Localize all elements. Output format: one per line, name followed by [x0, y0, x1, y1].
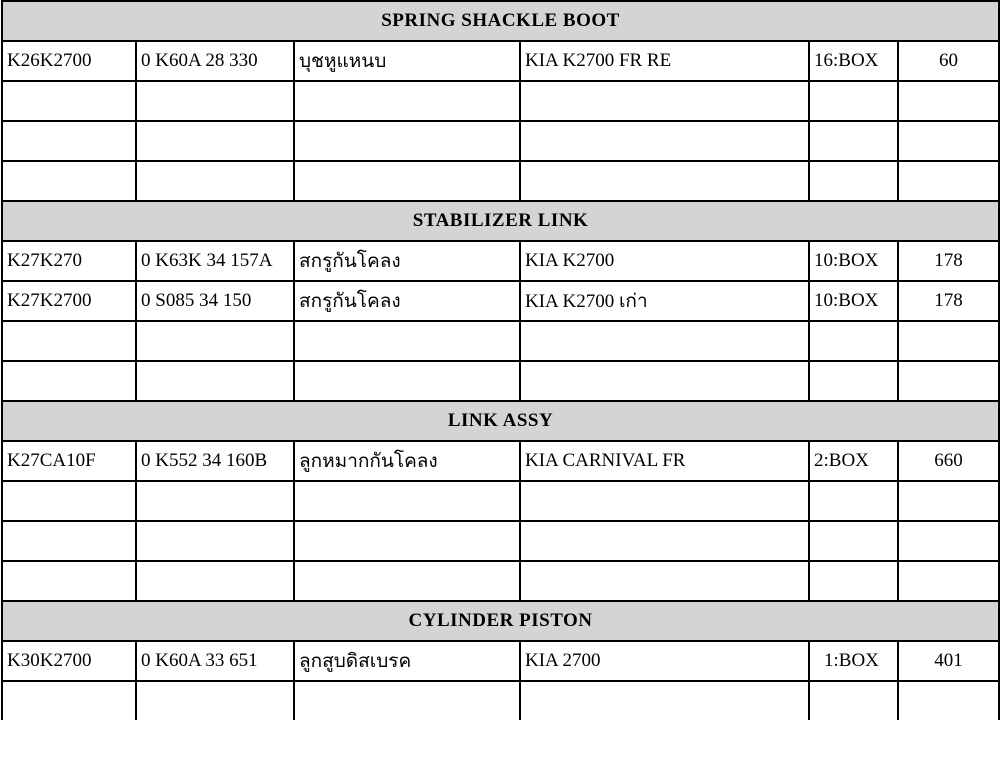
section-title: STABILIZER LINK — [2, 201, 999, 241]
empty-row — [2, 121, 999, 161]
table-row — [2, 281, 999, 321]
price: 60 — [898, 41, 999, 81]
item-code: K26K2700 — [2, 41, 136, 81]
empty-row — [2, 161, 999, 201]
item-code: K27K270 — [2, 241, 136, 281]
section-header — [2, 601, 999, 641]
part-number: 0 K63K 34 157A — [136, 241, 294, 281]
empty-row — [2, 481, 999, 521]
vehicle-model: KIA CARNIVAL FR — [520, 441, 809, 481]
price: 401 — [898, 641, 999, 681]
empty-row — [2, 681, 999, 720]
empty-row — [2, 521, 999, 561]
description: สกรูกันโคลง — [294, 281, 520, 321]
part-number: 0 K60A 28 330 — [136, 41, 294, 81]
pack-qty: 2:BOX — [809, 441, 898, 481]
vehicle-model: KIA K2700 — [520, 241, 809, 281]
part-number: 0 K60A 33 651 — [136, 641, 294, 681]
pack-qty: 16:BOX — [809, 41, 898, 81]
empty-row — [2, 81, 999, 121]
section-title: LINK ASSY — [2, 401, 999, 441]
part-number: 0 K552 34 160B — [136, 441, 294, 481]
section-header — [2, 401, 999, 441]
vehicle-model: KIA K2700 FR RE — [520, 41, 809, 81]
pack-qty: 10:BOX — [809, 281, 898, 321]
item-code: K27CA10F — [2, 441, 136, 481]
description: ลูกสูบดิสเบรค — [294, 641, 520, 681]
parts-price-table — [1, 0, 1000, 720]
pack-qty: 10:BOX — [809, 241, 898, 281]
table-row — [2, 641, 999, 681]
table-row — [2, 441, 999, 481]
empty-row — [2, 561, 999, 601]
empty-row — [2, 321, 999, 361]
description: ลูกหมากกันโคลง — [294, 441, 520, 481]
table-row — [2, 241, 999, 281]
vehicle-model: KIA 2700 — [520, 641, 809, 681]
vehicle-model: KIA K2700 เก่า — [520, 281, 809, 321]
part-number: 0 S085 34 150 — [136, 281, 294, 321]
empty-row — [2, 361, 999, 401]
item-code: K30K2700 — [2, 641, 136, 681]
description: บุชหูแหนบ — [294, 41, 520, 81]
price: 178 — [898, 281, 999, 321]
table-row — [2, 41, 999, 81]
section-title: SPRING SHACKLE BOOT — [2, 1, 999, 41]
description: สกรูกันโคลง — [294, 241, 520, 281]
section-title: CYLINDER PISTON — [2, 601, 999, 641]
section-header — [2, 201, 999, 241]
section-header — [2, 1, 999, 41]
price: 178 — [898, 241, 999, 281]
item-code: K27K2700 — [2, 281, 136, 321]
price: 660 — [898, 441, 999, 481]
pack-qty: 1:BOX — [809, 641, 898, 681]
